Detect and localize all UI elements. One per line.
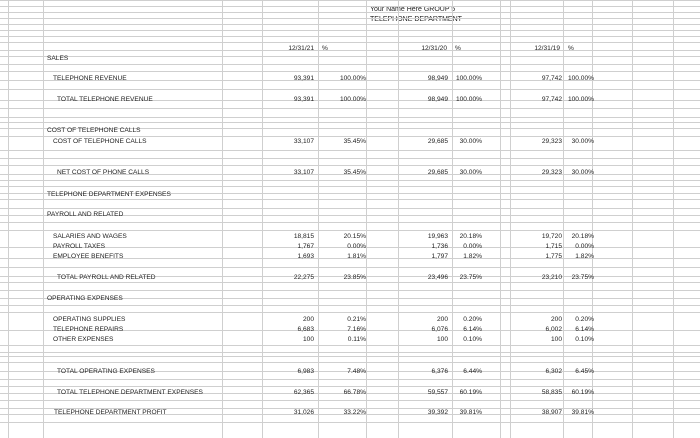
column-header-percent-2020[interactable]: %	[455, 45, 461, 52]
value-cell[interactable]: 29,685	[427, 169, 448, 176]
grid-row-line	[0, 222, 700, 223]
percent-cell[interactable]: 23.75%	[571, 274, 594, 281]
value-cell[interactable]: 29,323	[541, 138, 562, 145]
grid-row-line	[0, 230, 700, 231]
value-cell[interactable]: 97,742	[541, 75, 562, 82]
row-label-cell[interactable]: COST OF TELEPHONE CALLS	[53, 138, 147, 145]
grid-row-line	[0, 180, 700, 181]
grid-row-line	[0, 386, 700, 387]
grid-row-line	[0, 122, 700, 123]
percent-cell[interactable]: 0.00%	[463, 243, 482, 250]
row-label-cell[interactable]: COST OF TELEPHONE CALLS	[47, 127, 141, 134]
value-cell[interactable]: 22,275	[293, 274, 314, 281]
value-cell[interactable]: 6,376	[431, 368, 448, 375]
row-label-cell[interactable]: PAYROLL TAXES	[53, 243, 106, 250]
value-cell[interactable]: 62,365	[293, 389, 314, 396]
grid-row-line	[0, 50, 700, 51]
report-name-cell[interactable]: Your Name Here GROUP 5	[370, 6, 456, 13]
grid-row-line	[0, 379, 700, 380]
value-cell[interactable]: 98,949	[427, 75, 448, 82]
percent-cell[interactable]: 33.22%	[343, 409, 366, 416]
grid-row-line	[0, 290, 700, 291]
percent-cell[interactable]: 1.82%	[575, 253, 594, 260]
value-cell[interactable]: 19,720	[541, 233, 562, 240]
value-cell[interactable]: 98,949	[427, 96, 448, 103]
row-label-cell[interactable]: TELEPHONE DEPARTMENT PROFIT	[54, 409, 167, 416]
percent-cell[interactable]: 7.48%	[347, 368, 366, 375]
percent-cell[interactable]: 30.00%	[571, 169, 594, 176]
percent-cell[interactable]: 35.45%	[343, 169, 366, 176]
grid-row-line	[0, 267, 700, 268]
value-cell[interactable]: 23,496	[427, 274, 448, 281]
percent-cell[interactable]: 60.19%	[459, 389, 482, 396]
grid-row-line	[0, 30, 700, 31]
percent-cell[interactable]: 20.15%	[343, 233, 366, 240]
grid-column-line	[43, 0, 44, 438]
grid-column-line	[366, 0, 367, 438]
grid-column-line	[8, 0, 9, 438]
value-cell[interactable]: 29,323	[541, 169, 562, 176]
value-cell[interactable]: 6,002	[545, 326, 562, 333]
percent-cell[interactable]: 100.00%	[339, 75, 366, 82]
percent-cell[interactable]: 0.00%	[575, 243, 594, 250]
value-cell[interactable]: 93,391	[293, 75, 314, 82]
percent-cell[interactable]: 100.00%	[339, 96, 366, 103]
value-cell[interactable]: 6,076	[431, 326, 448, 333]
value-cell[interactable]: 31,026	[293, 409, 314, 416]
percent-cell[interactable]: 23.85%	[343, 274, 366, 281]
value-cell[interactable]: 33,107	[293, 169, 314, 176]
value-cell[interactable]: 59,557	[427, 389, 448, 396]
percent-cell[interactable]: 66.78%	[343, 389, 366, 396]
row-label-cell[interactable]: TELEPHONE REVENUE	[53, 75, 127, 82]
percent-cell[interactable]: 6.45%	[575, 368, 594, 375]
percent-cell[interactable]: 39.81%	[571, 409, 594, 416]
row-label-cell[interactable]: TOTAL TELEPHONE REVENUE	[57, 96, 153, 103]
value-cell[interactable]: 93,391	[293, 96, 314, 103]
grid-row-line	[0, 64, 700, 65]
row-label-cell[interactable]: TOTAL PAYROLL AND RELATED	[57, 274, 156, 281]
grid-row-line	[0, 400, 700, 401]
grid-row-line	[0, 42, 700, 43]
percent-cell[interactable]: 100.00%	[455, 75, 482, 82]
grid-row-line	[0, 150, 700, 151]
percent-cell[interactable]: 35.45%	[343, 138, 366, 145]
value-cell[interactable]: 19,963	[427, 233, 448, 240]
percent-cell[interactable]: 0.00%	[347, 243, 366, 250]
column-header-percent-2021[interactable]: %	[322, 45, 328, 52]
grid-row-line	[0, 305, 700, 306]
value-cell[interactable]: 1,736	[431, 243, 448, 250]
percent-cell[interactable]: 20.18%	[571, 233, 594, 240]
value-cell[interactable]: 97,742	[541, 96, 562, 103]
value-cell[interactable]: 29,685	[427, 138, 448, 145]
grid-row-line	[0, 6, 700, 7]
grid-column-line	[632, 0, 633, 438]
value-cell[interactable]: 200	[302, 316, 314, 323]
grid-row-line	[0, 89, 700, 90]
grid-row-line	[0, 56, 700, 57]
row-label-cell[interactable]: TOTAL TELEPHONE DEPARTMENT EXPENSES	[57, 389, 203, 396]
grid-column-line	[222, 0, 223, 438]
value-cell[interactable]: 38,907	[541, 409, 562, 416]
column-header-date-2021[interactable]: 12/31/21	[288, 45, 314, 52]
row-label-cell[interactable]: TELEPHONE DEPARTMENT EXPENSES	[47, 191, 171, 198]
value-cell[interactable]: 39,392	[427, 409, 448, 416]
grid-row-line	[0, 352, 700, 353]
value-cell[interactable]: 23,210	[541, 274, 562, 281]
column-header-date-2020[interactable]: 12/31/20	[421, 45, 447, 52]
percent-cell[interactable]: 1.81%	[347, 253, 366, 260]
percent-cell[interactable]: 0.10%	[463, 336, 482, 343]
percent-cell[interactable]: 6.14%	[463, 326, 482, 333]
percent-cell[interactable]: 20.18%	[459, 233, 482, 240]
grid-row-line	[0, 18, 700, 19]
percent-cell[interactable]: 0.20%	[463, 316, 482, 323]
grid-row-line	[0, 186, 700, 187]
grid-row-line	[0, 117, 700, 118]
value-cell[interactable]: 1,715	[545, 243, 562, 250]
row-label-cell[interactable]: TELEPHONE REPAIRS	[53, 326, 124, 333]
row-label-cell[interactable]: PAYROLL AND RELATED	[47, 211, 124, 218]
value-cell[interactable]: 1,693	[297, 253, 314, 260]
percent-cell[interactable]: 100.00%	[455, 96, 482, 103]
grid-row-line	[0, 345, 700, 346]
report-department-cell[interactable]: TELEPHONE DEPARTMENT	[370, 16, 462, 23]
percent-cell[interactable]: 100.00%	[567, 96, 594, 103]
grid-row-line	[0, 208, 700, 209]
percent-cell[interactable]: 0.10%	[575, 336, 594, 343]
column-header-date-2019[interactable]: 12/31/19	[534, 45, 560, 52]
grid-column-line	[673, 0, 674, 438]
grid-row-line	[0, 0, 700, 1]
value-cell[interactable]: 200	[436, 316, 448, 323]
grid-row-line	[0, 312, 700, 313]
percent-cell[interactable]: 0.11%	[347, 336, 366, 343]
row-label-cell[interactable]: SALARIES AND WAGES	[53, 233, 127, 240]
grid-row-line	[0, 422, 700, 423]
grid-row-line	[0, 24, 700, 25]
row-label-cell[interactable]: OPERATING SUPPLIES	[53, 316, 126, 323]
grid-row-line	[0, 362, 700, 363]
value-cell[interactable]: 1,767	[297, 243, 314, 250]
row-label-cell[interactable]: EMPLOYEE BENEFITS	[53, 253, 124, 260]
percent-cell[interactable]: 30.00%	[459, 169, 482, 176]
percent-cell[interactable]: 30.00%	[459, 138, 482, 145]
value-cell[interactable]: 18,815	[293, 233, 314, 240]
value-cell[interactable]: 100	[550, 336, 562, 343]
value-cell[interactable]: 1,797	[431, 253, 448, 260]
percent-cell[interactable]: 1.82%	[463, 253, 482, 260]
value-cell[interactable]: 33,107	[293, 138, 314, 145]
column-header-percent-2019[interactable]: %	[568, 45, 574, 52]
value-cell[interactable]: 6,983	[297, 368, 314, 375]
percent-cell[interactable]: 30.00%	[571, 138, 594, 145]
percent-cell[interactable]: 0.20%	[575, 316, 594, 323]
grid-row-line	[0, 356, 700, 357]
percent-cell[interactable]: 23.75%	[459, 274, 482, 281]
percent-cell[interactable]: 100.00%	[567, 75, 594, 82]
value-cell[interactable]: 200	[550, 316, 562, 323]
row-label-cell[interactable]: OTHER EXPENSES	[53, 336, 114, 343]
percent-cell[interactable]: 60.19%	[571, 389, 594, 396]
grid-row-line	[0, 158, 700, 159]
grid-row-line	[0, 12, 700, 13]
value-cell[interactable]: 6,302	[545, 368, 562, 375]
percent-cell[interactable]: 39.81%	[459, 409, 482, 416]
value-cell[interactable]: 100	[302, 336, 314, 343]
grid-row-line	[0, 71, 700, 72]
value-cell[interactable]: 100	[436, 336, 448, 343]
percent-cell[interactable]: 6.44%	[463, 368, 482, 375]
grid-row-line	[0, 36, 700, 37]
grid-column-line	[500, 0, 501, 438]
row-label-cell[interactable]: TOTAL OPERATING EXPENSES	[57, 368, 155, 375]
percent-cell[interactable]: 0.21%	[347, 316, 366, 323]
row-label-cell[interactable]: NET COST OF PHONE CALLS	[57, 169, 150, 176]
grid-row-line	[0, 165, 700, 166]
value-cell[interactable]: 6,683	[297, 326, 314, 333]
percent-cell[interactable]: 7.16%	[347, 326, 366, 333]
row-label-cell[interactable]: OPERATING EXPENSES	[47, 295, 123, 302]
value-cell[interactable]: 58,835	[541, 389, 562, 396]
grid-row-line	[0, 108, 700, 109]
value-cell[interactable]: 1,775	[545, 253, 562, 260]
row-label-cell[interactable]: SALES	[47, 55, 69, 62]
percent-cell[interactable]: 6.14%	[575, 326, 594, 333]
